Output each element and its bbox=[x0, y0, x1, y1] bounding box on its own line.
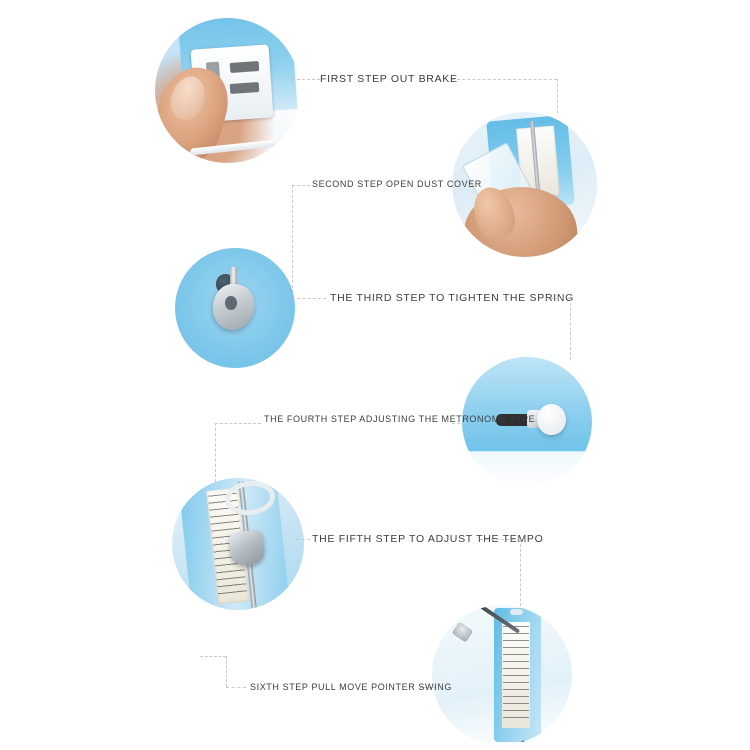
top-knob bbox=[510, 609, 523, 615]
step-3-label: THE THIRD STEP TO TIGHTEN THE SPRING bbox=[330, 292, 574, 304]
panel-slot-top bbox=[230, 61, 260, 73]
connector-step-3-to-4-down bbox=[570, 298, 571, 360]
connector-step-1-to-2-top bbox=[452, 79, 557, 80]
step-4-label: THE FOURTH STEP ADJUSTING THE METRONOME TYPE bbox=[264, 414, 536, 424]
step-6-photo bbox=[432, 605, 572, 745]
step-5-image bbox=[172, 478, 304, 610]
switch-knob bbox=[537, 404, 566, 435]
step-1-image bbox=[155, 18, 300, 163]
connector-step-6-tail bbox=[200, 656, 226, 657]
step-2-label: SECOND STEP OPEN DUST COVER bbox=[312, 179, 482, 189]
tempo-scale-ticks bbox=[503, 626, 528, 724]
step-1-photo bbox=[155, 18, 300, 163]
step-3-image bbox=[175, 248, 295, 368]
step-1-label: FIRST STEP OUT BRAKE bbox=[320, 73, 458, 85]
connector-step-1-to-2-down bbox=[557, 79, 558, 113]
connector-step-3 bbox=[292, 298, 326, 299]
step-6-image bbox=[432, 605, 572, 745]
step-3-photo bbox=[175, 248, 295, 368]
connector-step-2-to-3-left bbox=[292, 185, 310, 186]
connector-step-5-to-6-down bbox=[520, 539, 521, 611]
step-6-label: SIXTH STEP PULL MOVE POINTER SWING bbox=[250, 682, 452, 692]
step-5-photo bbox=[172, 478, 304, 610]
connector-step-6-tail-down bbox=[226, 656, 227, 687]
step-5-label: THE FIFTH STEP TO ADJUST THE TEMPO bbox=[312, 533, 544, 545]
connector-step-4-to-5-left bbox=[215, 423, 261, 424]
connector-step-6-to-label bbox=[226, 687, 246, 688]
